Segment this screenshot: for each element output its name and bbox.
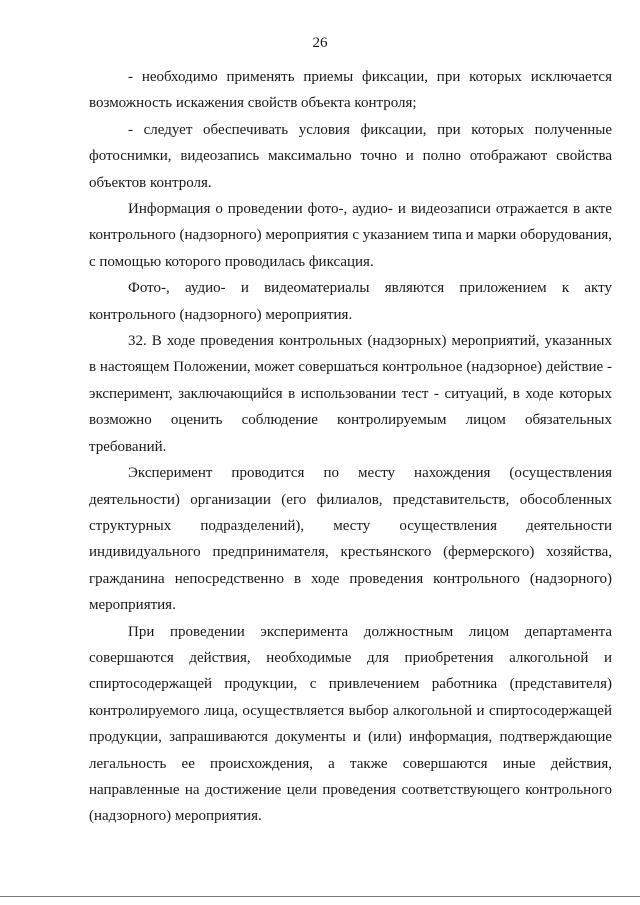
paragraph-recording-info: Информация о проведении фото-, аудио- и видеозаписи отражается в акте контрольного (надзорного) мероприятия с указанием типа и марки оборудования, с помощью которого проводилась фиксация. (89, 201, 612, 270)
paragraph-experiment-location: Эксперимент проводится по месту нахождения (осуществления деятельности) организации (его филиалов, представительств, обособленных структурных подразделений), месту осуществления деятельности индивидуального предпринимателя, крестьянского (фермерского) хозяйства, гражданина непосредственно в ходе проведения контрольного (надзорного) мероприятия. (89, 465, 612, 614)
paragraph-section-32: 32. В ходе проведения контрольных (надзорных) мероприятий, указанных в настоящем Положении, может совершаться контрольное (надзорное) действие - эксперимент, заключающийся в использовании тест - ситуаций, в ходе которых возможно оценить соблюдение контролируемым лицом обязательных требований. (89, 333, 612, 455)
paragraph-materials-appendix: Фото-, аудио- и видеоматериалы являются приложением к акту контрольного (надзорного) мероприятия. (89, 280, 612, 323)
page-number: 26 (312, 35, 328, 51)
document-body (89, 64, 612, 830)
paragraph-fixation-conditions: - следует обеспечивать условия фиксации, при которых полученные фотоснимки, видеозапись максимально точно и полно отображают свойства объектов контроля. (89, 121, 612, 191)
paragraph-experiment-actions: При проведении эксперимента должностным лицом департамента совершаются действия, необходимые для приобретения алкогольной и спиртосодержащей продукции, с привлечением работника (представителя) контролируемого лица, осуществляется выбор алкогольной и спиртосодержащей продукции, запрашиваются документы и (или) информация, подтверждающие легальность ее происхождения, а также совершаются иные действия, направленные на достижение цели проведения соответствующего контрольного (надзорного) мероприятия. (89, 623, 612, 825)
page-bottom-edge (0, 896, 640, 897)
paragraph-fixation-methods: - необходимо применять приемы фиксации, при которых исключается возможность искажения свойств объекта контроля; (89, 69, 612, 112)
